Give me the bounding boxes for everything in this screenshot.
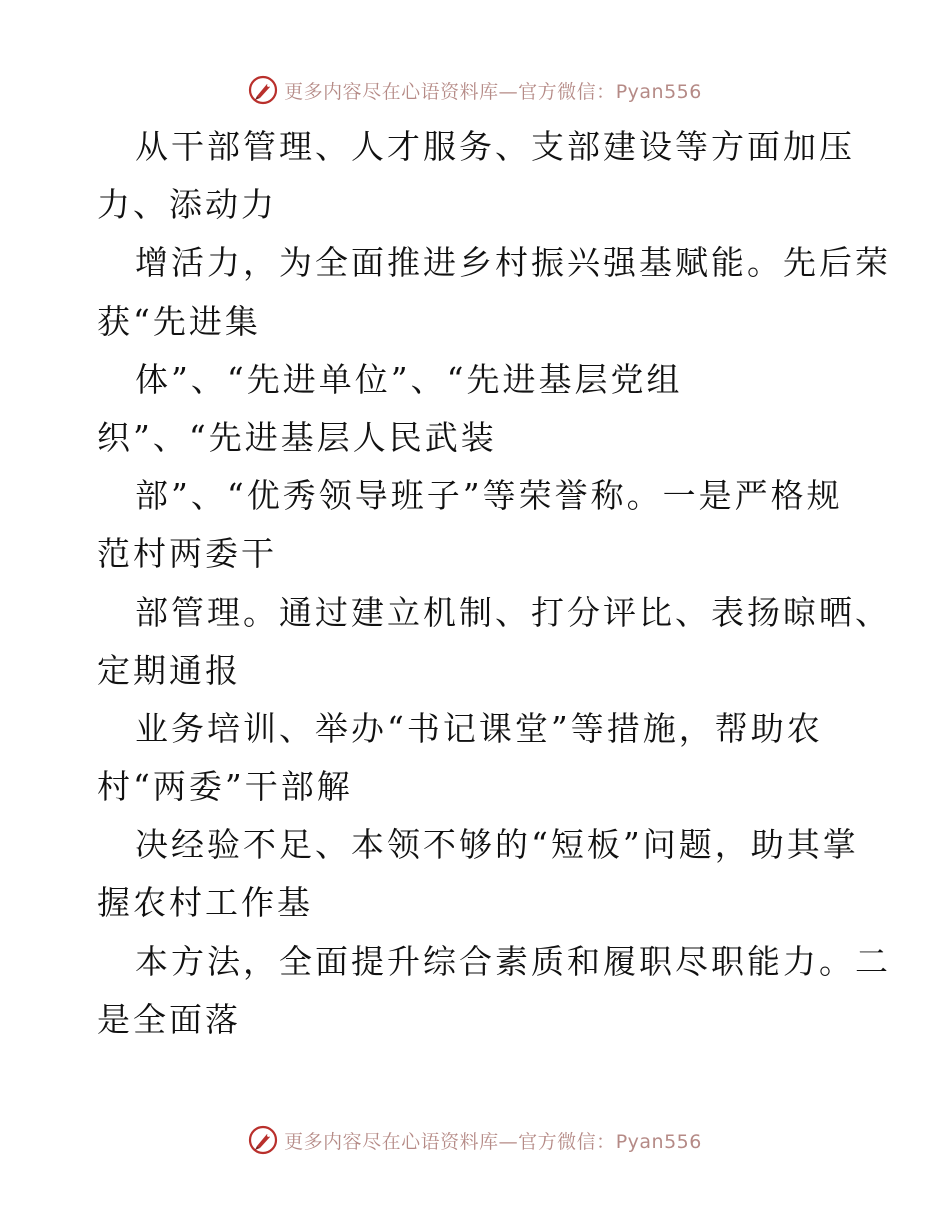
text-line: 握农村工作基 xyxy=(97,883,313,923)
footer-brand: 更多内容尽在心语资料库 xyxy=(284,1130,499,1153)
header-wechat-label: 官方微信： xyxy=(518,80,616,103)
footer-text xyxy=(284,1127,702,1154)
header-separator: — xyxy=(498,80,519,103)
text-line: 部管理。通过建立机制、打分评比、表扬晾晒、 xyxy=(135,592,891,632)
text-line: 定期通报 xyxy=(97,650,241,690)
text-line: 织”、“先进基层人民武装 xyxy=(97,417,497,457)
pen-nib-logo-icon xyxy=(248,1125,278,1155)
document-body xyxy=(97,118,891,1049)
header-wechat-id: Pyan556 xyxy=(615,80,702,103)
text-line: 村“两委”干部解 xyxy=(97,767,353,807)
text-line: 范村两委干 xyxy=(97,534,277,574)
footer-separator: — xyxy=(498,1130,519,1153)
footer-wechat-id: Pyan556 xyxy=(615,1130,702,1153)
text-line: 体”、“先进单位”、“先进基层党组 xyxy=(135,359,683,399)
text-line: 获“先进集 xyxy=(97,301,261,341)
text-line: 从干部管理、人才服务、支部建设等方面加压 xyxy=(135,127,855,166)
pen-nib-logo-icon xyxy=(248,75,278,105)
text-line: 增活力，为全面推进乡村振兴强基赋能。先后荣 xyxy=(135,243,891,283)
text-line: 决经验不足、本领不够的“短板”问题，助其掌 xyxy=(135,825,859,865)
text-line: 是全面落 xyxy=(97,999,241,1039)
header-brand: 更多内容尽在心语资料库 xyxy=(284,80,499,103)
footer-banner xyxy=(0,1120,950,1160)
header-banner xyxy=(0,70,950,110)
text-line: 部”、“优秀领导班子”等荣誉称。一是严格规 xyxy=(135,476,843,516)
text-line: 本方法，全面提升综合素质和履职尽职能力。二 xyxy=(135,941,891,981)
header-text xyxy=(284,77,702,104)
text-line: 业务培训、举办“书记课堂”等措施，帮助农 xyxy=(135,708,823,748)
footer-wechat-label: 官方微信： xyxy=(518,1130,616,1153)
text-line: 力、添动力 xyxy=(97,185,277,225)
